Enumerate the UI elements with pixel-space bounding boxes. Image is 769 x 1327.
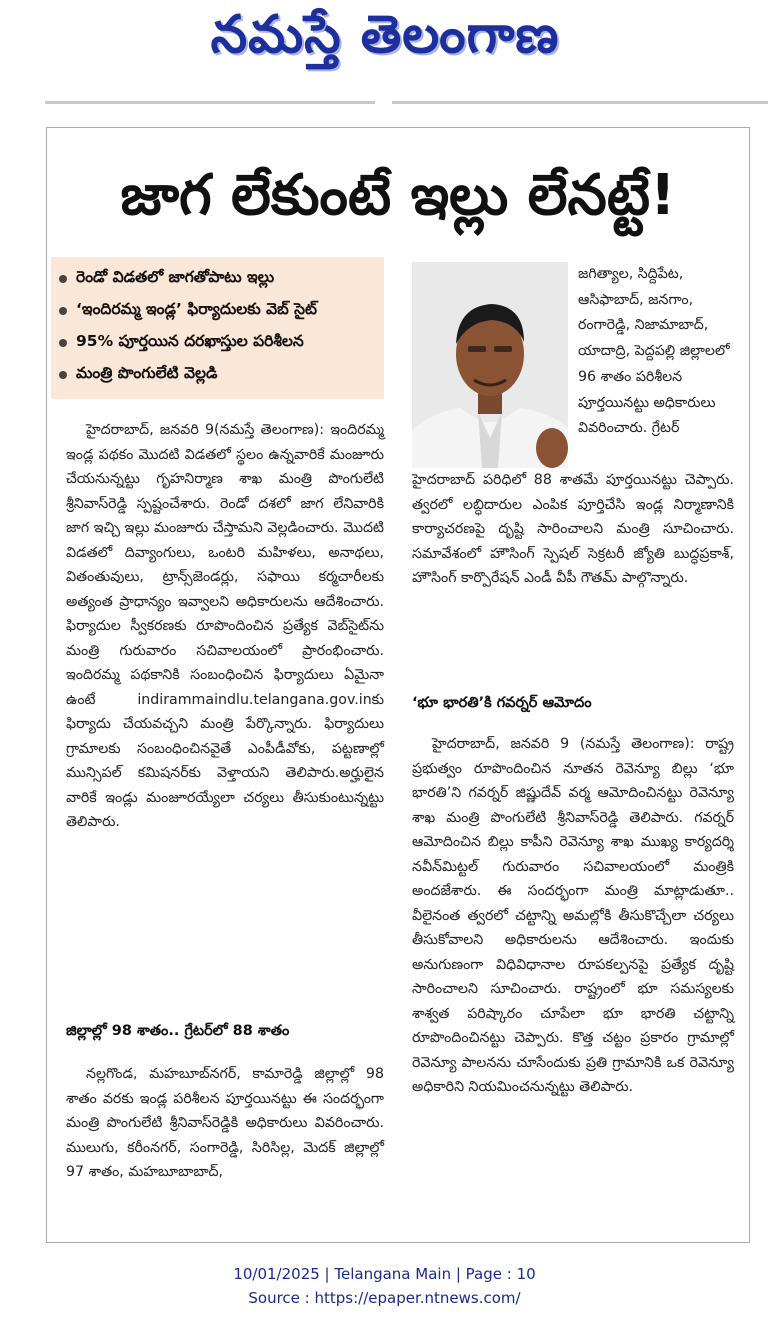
divider bbox=[45, 101, 375, 104]
bullet-icon bbox=[59, 275, 67, 283]
article-body-column: హైదరాబాద్ పరిధిలో 88 శాతమే పూర్తయినట్టు చెప్పారు. త్వరలో లబ్ధిదారుల ఎంపిక పూర్తిచేసి ఇండ్ల నిర్మాణానికి కార్యాచరణపై దృష్టి సారించాలని మంత్రి సూచించారు. సమావేశంలో హౌసింగ్ స్పెషల్ సెక్రటరీ జ్యోతి బుద్ధప్రకాశ్, హౌసింగ్ కార్పొరేషన్ ఎండీ వీపీ గౌతమ్ పాల్గొన్నారు. bbox=[412, 472, 734, 586]
article-body-column: హైదరాబాద్, జనవరి 9 (నమస్తే తెలంగాణ): రాష్ట్ర ప్రభుత్వం రూపొందించిన నూతన రెవెన్యూ బిల్లు ‘భూ భారతి’ని గవర్నర్ జిష్ణుదేవ్ వర్మ ఆమోదించినట్టు రెవెన్యూ శాఖ మంత్రి పొంగులేటి శ్రీనివాస్‌రెడ్డి తెలిపారు. గవర్నర్ ఆమోదించిన బిల్లు కాపీని రెవెన్యూ శాఖ ముఖ్య కార్యదర్శి నవీన్‌మిట్టల్ గురువారం సచివాలయంలో మంత్రికి అందజేశారు. ఈ సందర్భంగా మంత్రి మాట్లాడుతూ.. వీలైనంత త్వరలో చట్టాన్ని అమల్లోకి తీసుకొచ్చేలా చర్యలు తీసుకోవాలని అధికారులను ఆదేశించారు. ఇందుకు అనుగుణంగా విధివిధానాల రూపకల్పనపై ప్రత్యేక దృష్టి సారించాలని సూచించారు. రాష్ట్రంలో భూ సమస్యలకు శాశ్వత పరిష్కారం చూపేలా భూ భారతి చట్టాన్ని రూపొందించినట్టు చెప్పారు. కొత్త చట్టం ప్రకారం గ్రామాల్లో రెవెన్యూ పాలనను చూసేందుకు ప్రతి గ్రామానికి ఒక రెవెన్యూ అధికారిని నియమించనున్నట్టు తెలిపారు. bbox=[412, 736, 734, 1095]
bullet-icon bbox=[59, 339, 67, 347]
divider bbox=[392, 101, 768, 104]
highlight-item: ‘ఇందిరమ్మ ఇండ్ల’ ఫిర్యాదులకు వెబ్ సైట్ bbox=[59, 295, 376, 327]
article-body-column: నల్లగొండ, మహబూబ్‌నగర్, కామారెడ్డి జిల్లాల్లో 98 శాతం వరకు ఇండ్ల పరిశీలన పూర్తయినట్టు ఈ సందర్భంగా మంత్రి పొంగులేటి శ్రీనివాస్‌రెడ్డికి అధికారులు వివరించారు. ములుగు, కరీంనగర్, సంగారెడ్డి, సిరిసిల్ల, మెదక్ జిల్లాల్లో 97 శాతం, మహబూబాబాద్, bbox=[66, 1066, 384, 1180]
highlights-box bbox=[51, 257, 384, 399]
masthead bbox=[0, 0, 769, 70]
article-body-column: జగిత్యాల, సిద్దిపేట, ఆసిఫాబాద్, జనగాం, రంగారెడ్డి, నిజామాబాద్, యాదాద్రి, పెద్దపల్లి జిల్లాలలో 96 శాతం పరిశీలన పూర్తయినట్టు అధికారులు వివరించారు. గ్రేటర్ bbox=[578, 266, 730, 437]
article-subheading: ‘భూ భారతి’కి గవర్నర్ ఆమోదం bbox=[412, 695, 592, 711]
page-info: 10/01/2025 | Telangana Main | Page : 10 bbox=[233, 1265, 536, 1283]
bullet-icon bbox=[59, 307, 67, 315]
newspaper-logo: నమస్తే తెలంగాణ bbox=[210, 5, 560, 65]
source-link[interactable]: Source : https://epaper.ntnews.com/ bbox=[248, 1289, 521, 1307]
article-body-column: హైదరాబాద్, జనవరి 9(నమస్తే తెలంగాణ): ఇందిరమ్మ ఇండ్ల పథకం మొదటి విడతలో స్థలం ఉన్నవారికే మంజూరు చేయనున్నట్టు గృహనిర్మాణ శాఖ మంత్రి పొంగులేటి శ్రీనివాస్‌రెడ్డి స్పష్టంచేశారు. రెండో దశలో జాగ లేనివారికి జాగ ఇచ్చి ఇల్లు మంజూరు చేస్తామని వెల్లడించారు. మొదటి విడతలో దివ్యాంగులు, ఒంటరి మహిళలు, అనాథలు, వితంతువులు, ట్రాన్స్‌జెండర్లు, సఫాయి కర్మచారీలకు అత్యంత ప్రాధాన్యం ఇవ్వాలని అధికారులను ఆదేశించారు. ఫిర్యాదుల స్వీకరణకు రూపొందించిన ప్రత్యేక వెబ్‌సైట్‌ను మంత్రి గురువారం సచివాలయంలో ప్రారంభించారు. ఇందిరమ్మ పథకానికి సంబంధించిన ఫిర్యాదులు ఏమైనా ఉంటే indirammaindlu.telangana.gov.inకు ఫిర్యాదు చేయవచ్చని మంత్రి పేర్కొన్నారు. ఫిర్యాదులు గ్రామాలకు సంబంధించినవైతే ఎంపీడీవోకు, పట్టణాల్లో మున్సిపల్ కమిషనర్‌కు వెళ్తాయని తెలిపారు.అర్హులైన వారికే ఇండ్లు మంజూరయ్యేలా చర్యలు తీసుకుంటున్నట్టు తెలిపారు. bbox=[66, 422, 384, 830]
highlight-item: మంత్రి పొంగులేటి వెల్లడి bbox=[59, 359, 376, 391]
minister-photo-icon bbox=[412, 262, 568, 468]
article-subheading: జిల్లాల్లో 98 శాతం.. గ్రేటర్‌లో 88 శాతం bbox=[66, 1023, 290, 1039]
bullet-icon bbox=[59, 371, 67, 379]
highlight-item: 95% పూర్తయిన దరఖాస్తుల పరిశీలన bbox=[59, 327, 376, 359]
headline: జాగ లేకుంటే ఇల్లు లేనట్టే! bbox=[120, 163, 676, 228]
highlight-item: రెండో విడతలో జాగతోపాటు ఇల్లు bbox=[59, 263, 376, 295]
